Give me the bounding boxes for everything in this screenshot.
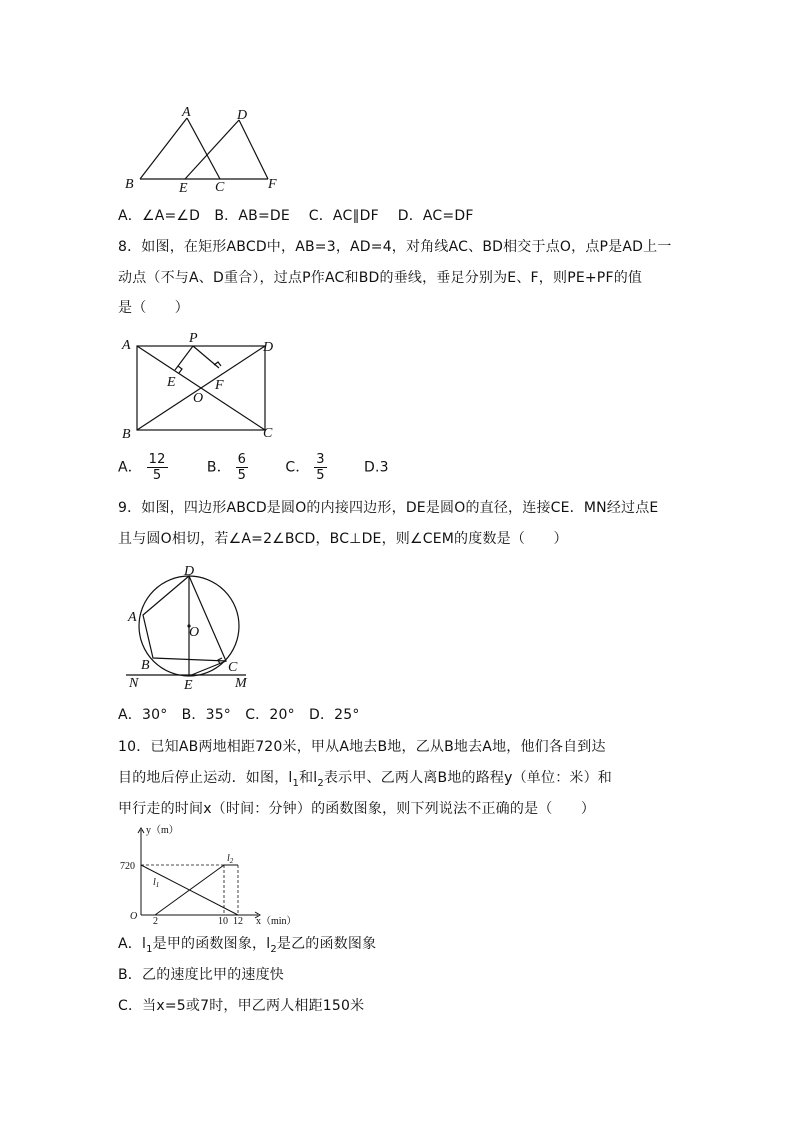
q10-y-axis-label: y（m）: [146, 825, 179, 836]
q8-label-e: E: [167, 375, 176, 390]
q8-option-b-num: 6: [237, 452, 247, 467]
q8-option-b-frac: [236, 452, 248, 483]
q10-x-axis-label: x（min）: [256, 916, 297, 927]
q10-line-2-part-a: 目的地后停止运动．如图，l: [118, 770, 293, 786]
q9-label-m: M: [235, 676, 247, 691]
q9-label-o: O: [189, 625, 200, 640]
q10-option-a-sub-2: 2: [270, 943, 277, 955]
q9-options: A．30° B．35° C．20° D．25°: [118, 707, 360, 723]
q8-label-b: B: [122, 427, 131, 442]
q10-option-c: C．当x=5或7时，甲乙两人相距150米: [118, 998, 365, 1014]
q7-label-c: C: [215, 180, 225, 195]
q8-option-a-label: A．: [118, 459, 142, 476]
q10-option-b: B．乙的速度比甲的速度快: [118, 967, 285, 983]
q8-option-b-den: 5: [237, 468, 247, 483]
q10-l2-label: $l_2$: [227, 853, 234, 865]
q7-options: A．∠A=∠D B．AB=DE C．AC∥DF D．AC=DF: [118, 208, 474, 224]
q10-x-tick-12: 12: [233, 916, 243, 927]
q10-graph: [118, 823, 308, 928]
q8-line-3: 是（ ）: [118, 300, 189, 316]
q9-label-n: N: [129, 676, 139, 691]
q9-label-a: A: [128, 610, 137, 625]
q10-line-3: 甲行走的时间x（时间：分钟）的函数图象，则下列说法不正确的是（ ）: [118, 801, 596, 817]
q8-label-f: F: [215, 378, 224, 393]
q10-line-1: 10．已知AB两地相距720米，甲从A地去B地，乙从B地去A地，他们各自到达: [118, 739, 606, 755]
q10-x-tick-2: 2: [153, 916, 158, 927]
q8-option-c-num: 3: [316, 452, 325, 467]
q8-option-a-num: 12: [148, 452, 166, 467]
q8-figure: [118, 330, 288, 442]
q8-option-a-frac: [147, 452, 168, 483]
q8-option-b-label: B．: [206, 459, 231, 476]
q10-option-a-sub-1: 1: [146, 943, 153, 955]
q10-option-a-part-2: 是甲的函数图象，l: [152, 936, 271, 952]
q7-label-e: E: [179, 181, 188, 196]
q8-label-a: A: [122, 338, 131, 353]
q10-l1-label: $l_1$: [153, 877, 160, 889]
q10-option-a: [118, 934, 376, 960]
q10-line-2-part-e: 表示甲、乙两人离B地的路程y（单位：米）和: [323, 770, 613, 786]
q10-y-tick-720: 720: [120, 861, 135, 872]
q10-line-2: [118, 768, 612, 794]
q7-figure: [118, 100, 298, 195]
q7-label-f: F: [268, 177, 277, 192]
q8-label-c: C: [263, 426, 273, 441]
q9-label-c: C: [228, 660, 238, 675]
q9-line-1: 9．如图，四边形ABCD是圆O的内接四边形，DE是圆O的直径，连接CE．MN经过点E: [118, 500, 659, 516]
q8-option-c-label: C．: [285, 459, 310, 476]
q9-label-d: D: [184, 564, 195, 579]
q8-line-1: 8．如图，在矩形ABCD中，AB=3，AD=4，对角线AC、BD相交于点O，点P是AD上一: [118, 239, 672, 255]
q9-label-e: E: [184, 678, 193, 693]
q10-line-2-part-c: 和l: [299, 770, 318, 786]
q10-option-a-part-3: 是乙的函数图象: [276, 936, 377, 952]
q8-option-d: D.3: [364, 459, 389, 476]
q8-label-d: D: [263, 340, 274, 355]
q10-line-2-sub-2: 2: [317, 777, 324, 789]
q10-option-a-part-1: A．l: [118, 936, 147, 952]
q8-option-a-den: 5: [152, 468, 162, 483]
q10-line-2-sub-1: 1: [292, 777, 300, 789]
q8-option-c-frac: [314, 452, 326, 483]
q7-label-b: B: [125, 177, 134, 192]
q7-label-d: D: [237, 108, 248, 123]
q8-line-2: 动点（不与A、D重合），过点P作AC和BD的垂线，垂足分别为E、F，则PE+PF的值: [118, 270, 643, 286]
q10-x-tick-10: 10: [218, 916, 228, 927]
q9-label-b: B: [141, 658, 150, 673]
q10-origin-label: O: [130, 911, 138, 922]
q8-label-p: P: [189, 331, 198, 346]
q7-label-a: A: [182, 105, 191, 120]
q8-option-c-den: 5: [316, 468, 325, 483]
q9-line-2: 且与圆O相切，若∠A=2∠BCD，BC⊥DE，则∠CEM的度数是（ ）: [118, 531, 568, 547]
q8-label-o: O: [193, 391, 204, 406]
q9-figure: [118, 563, 258, 693]
q8-options: [118, 452, 389, 483]
